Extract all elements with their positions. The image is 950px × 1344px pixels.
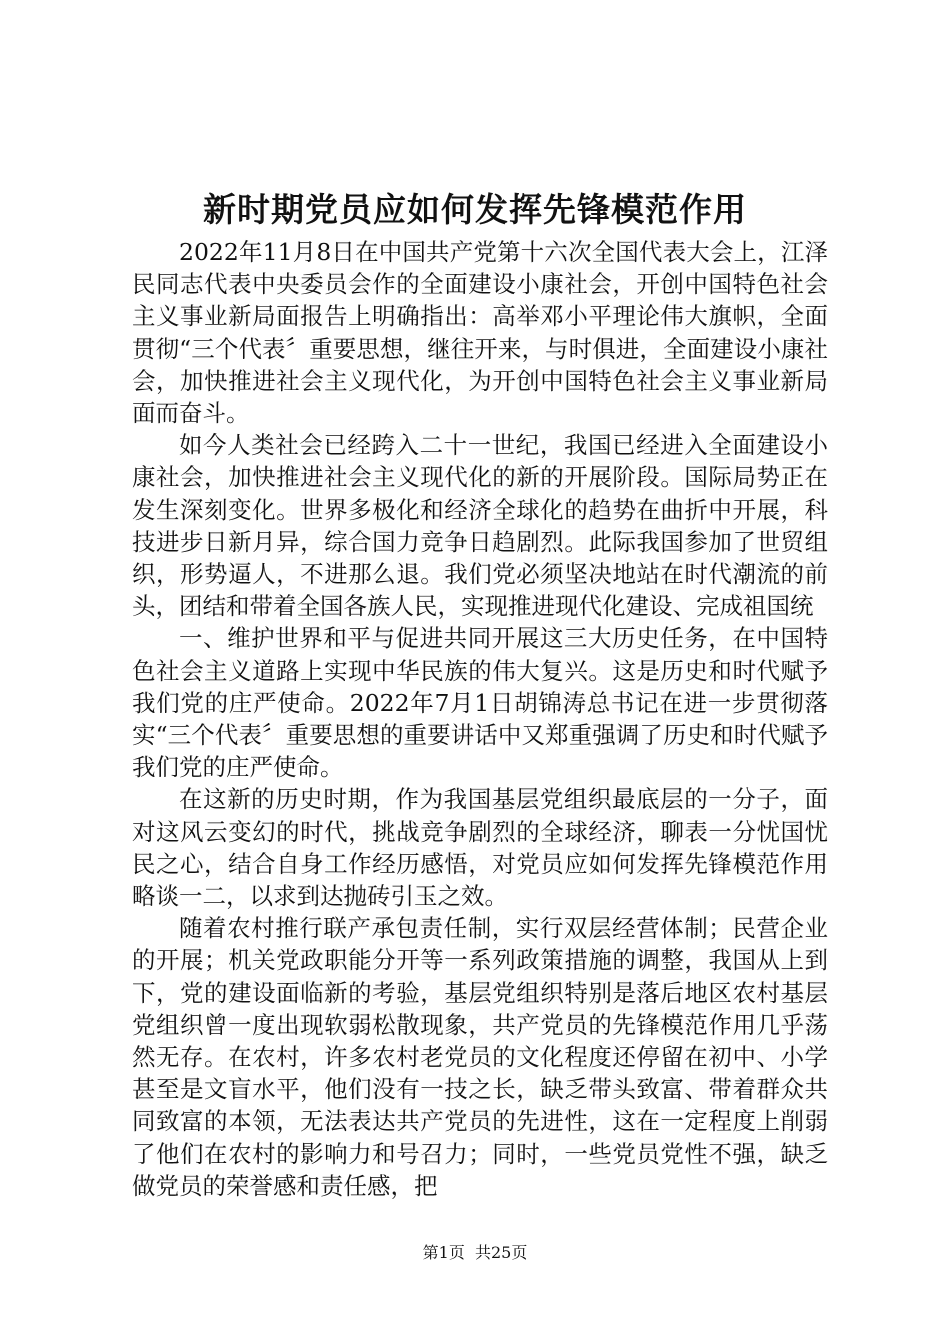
document-body	[132, 236, 828, 1202]
paragraph-2: 如今人类社会已经跨入二十一世纪，我国已经进入全面建设小康社会，加快推进社会主义现代化的新的开展阶段。国际局势正在发生深刻变化。世界多极化和经济全球化的趋势在曲折中开展，科技进步日新月异，综合国力竞争日趋剧烈。此际我国参加了世贸组织，形势逼人，不进那么退。我们党必须坚决地站在时代潮流的前头，团结和带着全国各族人民，实现推进现代化建设、完成祖国统	[132, 431, 828, 621]
paragraph-1: 2022年11月8日在中国共产党第十六次全国代表大会上，江泽民同志代表中央委员会作的全面建设小康社会，开创中国特色社会主义事业新局面报告上明确指出：高举邓小平理论伟大旗帜，全面贯彻“三个代表〞重要思想，继往开来，与时俱进，全面建设小康社会，加快推进社会主义现代化，为开创中国特色社会主义事业新局面而奋斗。	[132, 238, 828, 428]
paragraph-4: 在这新的历史时期，作为我国基层党组织最底层的一分子，面对这风云变幻的时代，挑战竞争剧烈的全球经济，聊表一分忧国忧民之心，结合自身工作经历感悟，对党员应如何发挥先锋模范作用略谈一二，以求到达抛砖引玉之效。	[132, 785, 828, 911]
paragraph-5: 随着农村推行联产承包责任制，实行双层经营体制；民营企业的开展；机关党政职能分开等一系列政策措施的调整，我国从上到下，党的建设面临新的考验，基层党组织特别是落后地区农村基层党组织曾一度出现软弱松散现象，共产党员的先锋模范作用几乎荡然无存。在农村，许多农村老党员的文化程度还停留在初中、小学甚至是文盲水平，他们没有一技之长，缺乏带头致富、带着群众共同致富的本领，无法表达共产党员的先进性，这在一定程度上削弱了他们在农村的影响力和号召力；同时，一些党员党性不强，缺乏做党员的荣誉感和责任感，把	[132, 914, 828, 1200]
page-number: 第1页 共25页	[422, 1243, 528, 1262]
document-title: 新时期党员应如何发挥先锋模范作用	[203, 190, 747, 229]
paragraph-3: 一、维护世界和平与促进共同开展这三大历史任务，在中国特色社会主义道路上实现中华民族的伟大复兴。这是历史和时代赋予我们党的庄严使命。2022年7月1日胡锦涛总书记在进一步贯彻落实“三个代表〞重要思想的重要讲话中又郑重强调了历史和时代赋予我们党的庄严使命。	[132, 624, 828, 782]
page-footer	[0, 1242, 950, 1264]
